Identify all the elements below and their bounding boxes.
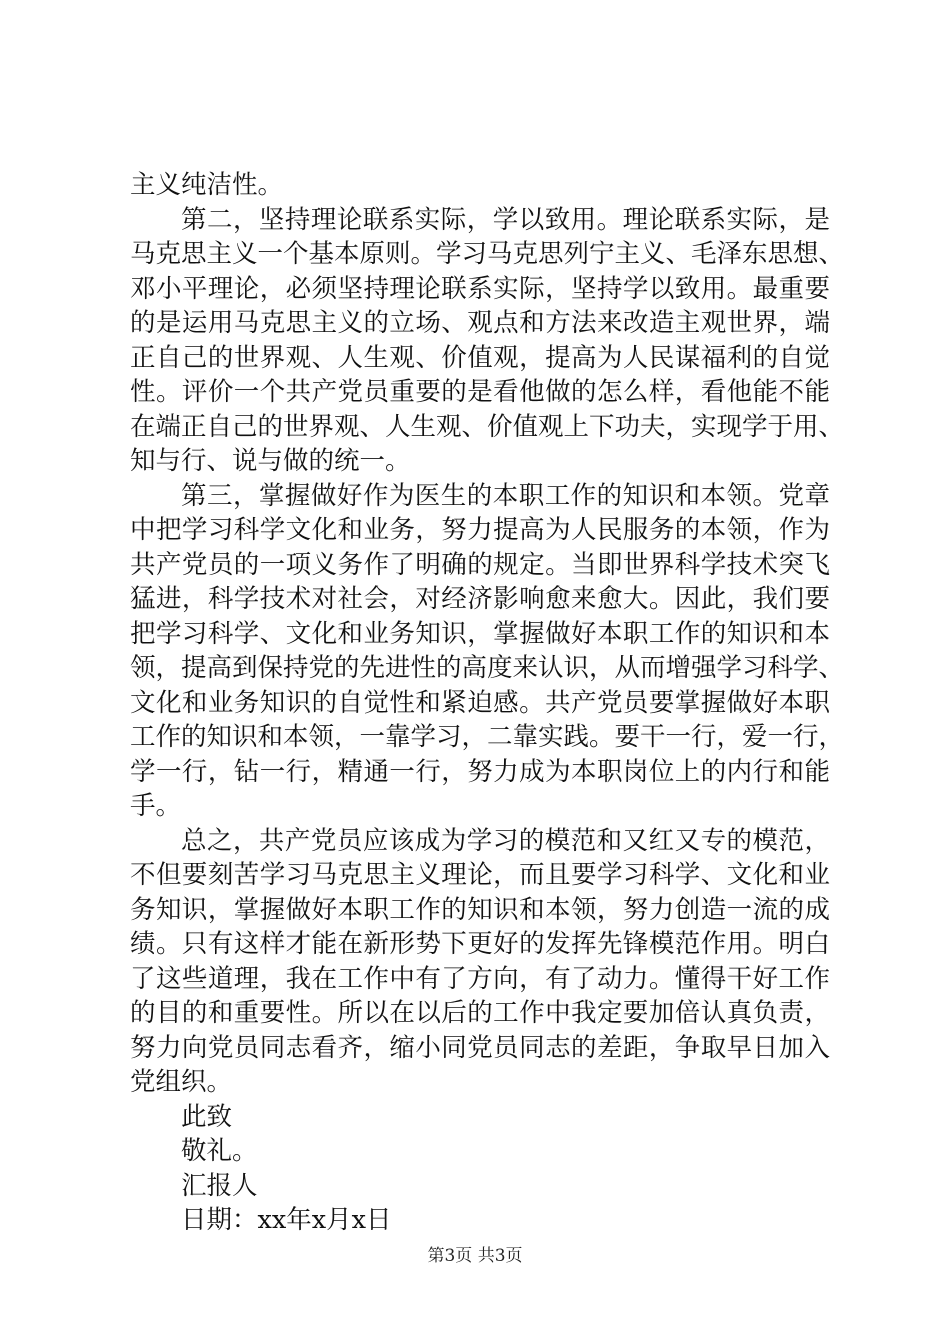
text-line: 务知识，掌握做好本职工作的知识和本领，努力创造一流的成	[130, 894, 830, 925]
text-line: 邓小平理论，必须坚持理论联系实际，坚持学以致用。最重要	[130, 273, 830, 304]
paragraph-summary	[130, 824, 830, 1100]
text-line: 学一行，钻一行，精通一行，努力成为本职岗位上的内行和能	[130, 756, 830, 787]
closing-block	[130, 1100, 830, 1238]
text-line: 工作的知识和本领，一靠学习，二靠实践。要干一行，爱一行，	[130, 722, 845, 752]
text-line: 手。	[130, 791, 182, 821]
page-number: 第3页 共3页	[427, 1246, 523, 1266]
page-footer	[0, 1244, 950, 1268]
text-line: 不但要刻苦学习马克思主义理论，而且要学习科学、文化和业	[130, 860, 830, 890]
text-line: 文化和业务知识的自觉性和紧迫感。共产党员要掌握做好本职	[130, 687, 830, 718]
text-line: 的是运用马克思主义的立场、观点和方法来改造主观世界，端	[130, 308, 830, 338]
paragraph-point-two	[130, 203, 845, 479]
text-line: 正自己的世界观、人生观、价值观，提高为人民谋福利的自觉	[130, 342, 830, 373]
document-body	[130, 168, 845, 1238]
report-date: 日期：xx年x月x日	[181, 1205, 392, 1235]
text-line: 党组织。	[130, 1067, 233, 1097]
text-line: 把学习科学、文化和业务知识，掌握做好本职工作的知识和本	[130, 618, 830, 649]
text-line: 努力向党员同志看齐，缩小同党员同志的差距，争取早日加入	[130, 1032, 830, 1063]
paragraph-point-three	[130, 479, 845, 824]
text-line: 了这些道理，我在工作中有了方向，有了动力。懂得干好工作	[130, 963, 830, 994]
text-line: 在端正自己的世界观、人生观、价值观上下功夫，实现学于用、	[130, 411, 845, 442]
text-line: 知与行、说与做的统一。	[130, 446, 411, 476]
text-line: 第二，坚持理论联系实际，学以致用。理论联系实际，是	[181, 204, 830, 235]
text-line: 绩。只有这样才能在新形势下更好的发挥先锋模范作用。明白	[130, 929, 830, 959]
text-line: 马克思主义一个基本原则。学习马克思列宁主义、毛泽东思想、	[130, 239, 845, 269]
text-line: 中把学习科学文化和业务，努力提高为人民服务的本领，作为	[130, 515, 830, 545]
paragraph-continuation	[130, 168, 830, 203]
text-line: 总之，共产党员应该成为学习的模范和又红又专的模范，	[181, 825, 830, 856]
text-line: 猛进，科学技术对社会，对经济影响愈来愈大。因此，我们要	[130, 584, 830, 614]
text-line: 性。评价一个共产党员重要的是看他做的怎么样，看他能不能	[130, 377, 830, 407]
text-line: 主义纯洁性。	[130, 170, 284, 200]
reporter-signature: 汇报人	[181, 1170, 258, 1201]
closing-respect: 敬礼。	[181, 1136, 258, 1166]
text-line: 的目的和重要性。所以在以后的工作中我定要加倍认真负责，	[130, 998, 830, 1028]
text-line: 第三，掌握做好作为医生的本职工作的知识和本领。党章	[181, 480, 830, 511]
closing-salutation: 此致	[181, 1101, 233, 1132]
text-line: 领，提高到保持党的先进性的高度来认识，从而增强学习科学、	[130, 653, 845, 683]
text-line: 共产党员的一项义务作了明确的规定。当即世界科学技术突飞	[130, 549, 830, 580]
